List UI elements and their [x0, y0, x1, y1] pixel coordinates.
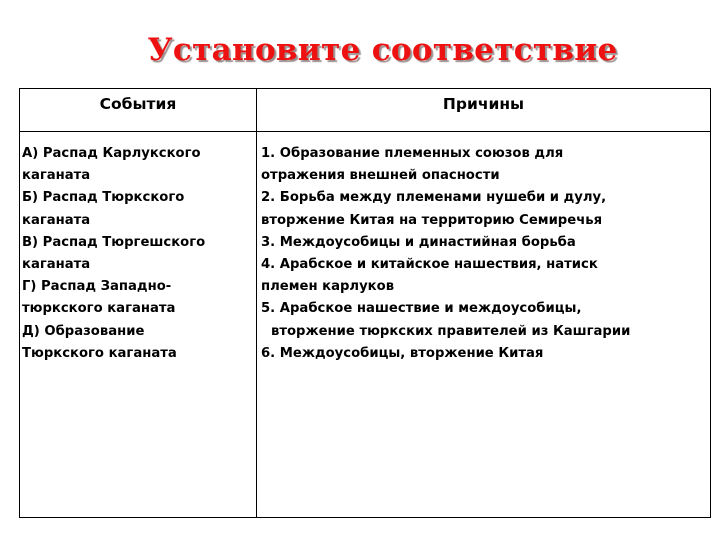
- event-line: Б) Распад Тюркского: [22, 190, 185, 206]
- cause-line: 4. Арабское и китайское нашествия, натиск: [261, 257, 598, 273]
- matching-table: [19, 88, 711, 518]
- causes-column-header: Причины: [257, 89, 711, 132]
- cause-line: 1. Образование племенных союзов для: [261, 146, 564, 161]
- cause-line: отражения внешней опасности: [261, 168, 500, 184]
- event-line: В) Распад Тюргешского: [22, 234, 206, 250]
- table-body-row: [20, 132, 711, 518]
- table-header-row: [20, 89, 711, 132]
- event-line: А) Распад Карлукского: [22, 146, 201, 161]
- cause-line: вторжение Китая на территорию Семиречья: [261, 212, 603, 228]
- event-line: каганата: [22, 168, 91, 184]
- causes-cell: [257, 132, 711, 518]
- cause-line: 6. Междоусобицы, вторжение Китая: [261, 345, 544, 361]
- cause-line: 2. Борьба между племенами нушеби и дулу,: [261, 190, 607, 206]
- event-line: тюркского каганата: [22, 301, 176, 317]
- event-line: каганата: [22, 212, 91, 228]
- cause-line: 3. Междоусобицы и династийная борьба: [261, 234, 576, 250]
- cause-line: племен карлуков: [261, 279, 395, 295]
- event-line: Тюркского каганата: [22, 345, 177, 361]
- event-line: Д) Образование: [22, 323, 145, 339]
- slide-title: Установите соответствие: [147, 32, 618, 68]
- events-column-header: События: [20, 89, 257, 132]
- cause-line: 5. Арабское нашествие и междоусобицы,: [261, 301, 582, 317]
- cause-line: вторжение тюркских правителей из Кашгарии: [271, 323, 631, 339]
- events-cell: [20, 132, 257, 518]
- event-line: каганата: [22, 257, 91, 273]
- event-line: Г) Распад Западно-: [22, 279, 172, 295]
